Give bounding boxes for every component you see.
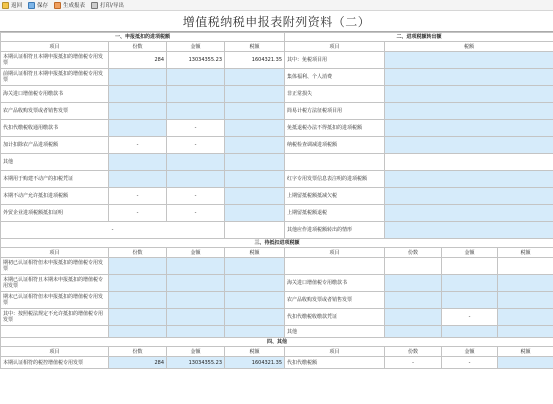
col-amount-2: 金额 xyxy=(442,248,498,258)
amount-input[interactable] xyxy=(167,326,225,338)
row-label: 海关进口增值税专用缴款书 xyxy=(1,86,109,103)
count-input[interactable] xyxy=(109,86,167,103)
tax-input[interactable] xyxy=(225,258,285,275)
count-input[interactable]: 284 xyxy=(109,357,167,369)
count-input[interactable] xyxy=(385,275,442,292)
row-label: 其他 xyxy=(285,326,385,338)
tax-input[interactable] xyxy=(225,326,285,338)
empty-cell xyxy=(442,258,498,275)
count-input[interactable] xyxy=(109,69,167,86)
tax-input[interactable] xyxy=(225,205,285,222)
tax-input[interactable]: 1604321.35 xyxy=(225,357,285,369)
tax-input[interactable] xyxy=(225,69,285,86)
row-label: 其中：免税项目用 xyxy=(285,52,385,69)
tax-input[interactable] xyxy=(225,86,285,103)
count-input[interactable] xyxy=(109,292,167,309)
page-title: 增值税纳税申报表附列资料（二） xyxy=(0,11,553,32)
amount-input[interactable] xyxy=(167,103,225,120)
row-label: 本期认证相符的税控增值税专用发票 xyxy=(1,357,109,369)
row-label: 上期留抵税额抵减欠税 xyxy=(285,188,385,205)
count-input[interactable] xyxy=(385,309,442,326)
col-count: 份数 xyxy=(109,42,167,52)
row-label xyxy=(285,258,385,275)
amount-cell: - xyxy=(167,137,225,154)
save-icon xyxy=(28,2,35,9)
count-cell: 284 xyxy=(109,52,167,69)
col-count-2: 份数 xyxy=(385,248,442,258)
tax-input[interactable] xyxy=(225,188,285,205)
back-button[interactable]: 返回 xyxy=(2,1,22,9)
tax-input[interactable] xyxy=(225,309,285,326)
tax-input[interactable] xyxy=(385,171,553,188)
save-button[interactable]: 保存 xyxy=(28,1,48,9)
row-label: 代扣代缴税收缴款凭证 xyxy=(285,309,385,326)
row-label xyxy=(285,154,385,171)
row-label: 其他 xyxy=(1,154,109,171)
row-label: 本期认证相符且本期申报抵扣的增值税专用发票 xyxy=(1,52,109,69)
section-1-header: 一、申报抵扣的进项税额 xyxy=(1,33,285,42)
row-label: 其他应作进项税额转出的情形 xyxy=(285,222,385,239)
row-label: 其中：按照税法规定不允许抵扣的增值税专用发票 xyxy=(1,309,109,326)
count-input[interactable] xyxy=(109,171,167,188)
count-input[interactable] xyxy=(109,258,167,275)
amount-input[interactable] xyxy=(167,258,225,275)
row-label: 农产品收购发票或者销售发票 xyxy=(285,292,385,309)
toolbar xyxy=(0,0,553,11)
tax-input[interactable] xyxy=(385,120,553,137)
tax-input[interactable] xyxy=(385,103,553,120)
row-label: 上期留抵税额退税 xyxy=(285,205,385,222)
tax-input[interactable] xyxy=(498,309,553,326)
row-label: 纳税检查调减进项税额 xyxy=(285,137,385,154)
row-label: 前期认证相符且本期申报抵扣的增值税专用发票 xyxy=(1,69,109,86)
amount-input[interactable] xyxy=(442,292,498,309)
col-tax: 税额 xyxy=(225,42,285,52)
row-label: 红字专用发票信息表注明的进项税额 xyxy=(285,171,385,188)
col-tax-2: 税额 xyxy=(385,42,553,52)
tax-input[interactable] xyxy=(385,205,553,222)
print-icon xyxy=(91,2,98,9)
tax-input[interactable] xyxy=(385,137,553,154)
col-tax: 税额 xyxy=(225,347,285,357)
amount-input[interactable] xyxy=(167,154,225,171)
col-tax-2: 税额 xyxy=(498,347,553,357)
row-label: 外贸企业进项税额抵扣证明 xyxy=(1,205,109,222)
amount-input[interactable] xyxy=(167,309,225,326)
print-export-button[interactable]: 打印/导出 xyxy=(91,1,124,9)
amount-input[interactable] xyxy=(442,326,498,338)
amount-input[interactable] xyxy=(167,86,225,103)
form-table xyxy=(0,32,553,369)
count-input[interactable] xyxy=(109,309,167,326)
count-cell: - xyxy=(109,137,167,154)
count-input[interactable] xyxy=(109,326,167,338)
empty-cell xyxy=(385,154,553,171)
tax-input[interactable] xyxy=(385,188,553,205)
tax-input[interactable] xyxy=(385,222,553,239)
row-label: 期初已认证相符但未申报抵扣的增值税专用发票 xyxy=(1,258,109,275)
tax-input[interactable] xyxy=(225,120,285,137)
count-input[interactable] xyxy=(109,103,167,120)
row-label: 代扣代缴税收通用缴款书 xyxy=(1,120,109,137)
section-4-header: 四、其他 xyxy=(1,338,553,347)
row-label: 非正常损失 xyxy=(285,86,385,103)
count-cell: - xyxy=(109,188,167,205)
col-amount: 金额 xyxy=(167,248,225,258)
tax-input[interactable] xyxy=(225,154,285,171)
amount-cell: 13034355.23 xyxy=(167,52,225,69)
row-label: 简易计税方法征税项目用 xyxy=(285,103,385,120)
col-count: 份数 xyxy=(109,248,167,258)
col-amount-2: 金额 xyxy=(442,347,498,357)
row-label: 代扣代缴税额 xyxy=(285,357,385,369)
section-3-header: 三、待抵扣进项税额 xyxy=(1,239,553,248)
col-item: 项目 xyxy=(1,248,109,258)
col-item: 项目 xyxy=(1,347,109,357)
tax-input[interactable] xyxy=(225,137,285,154)
amount-cell: - xyxy=(442,309,498,326)
tax-input[interactable] xyxy=(385,69,553,86)
tax-input[interactable] xyxy=(225,275,285,292)
amount-input[interactable] xyxy=(167,292,225,309)
col-count-2: 份数 xyxy=(385,347,442,357)
row-label: 本期用于购建不动产的扣税凭证 xyxy=(1,171,109,188)
empty-cell xyxy=(385,258,442,275)
row-label: 集体福利、个人消费 xyxy=(285,69,385,86)
col-amount: 金额 xyxy=(167,347,225,357)
row-label: 本期不动产允许抵扣进项税额 xyxy=(1,188,109,205)
tax-input[interactable] xyxy=(498,292,553,309)
tax-input[interactable] xyxy=(498,275,553,292)
tax-input[interactable] xyxy=(385,52,553,69)
amount-cell: - xyxy=(442,357,498,369)
tax-input[interactable] xyxy=(498,357,553,369)
col-item-2: 项目 xyxy=(285,347,385,357)
row-label: 免抵退税办法不得抵扣的进项税额 xyxy=(285,120,385,137)
col-item: 项目 xyxy=(1,42,109,52)
col-item-2: 项目 xyxy=(285,248,385,258)
col-count: 份数 xyxy=(109,347,167,357)
count-input[interactable] xyxy=(109,275,167,292)
amount-cell: - xyxy=(167,188,225,205)
tax-input[interactable] xyxy=(385,86,553,103)
row-label: 本期已认证相符且本期未申报抵扣的增值税专用发票 xyxy=(1,275,109,292)
tax-input[interactable] xyxy=(498,326,553,338)
row-label: 加计扣除农产品进项税额 xyxy=(1,137,109,154)
row-label xyxy=(1,326,109,338)
amount-input[interactable] xyxy=(167,275,225,292)
row-label: 农产品收购发票或者销售发票 xyxy=(1,103,109,120)
amount-cell: - xyxy=(167,205,225,222)
generate-report-button[interactable]: 生成报表 xyxy=(54,1,85,9)
amount-input[interactable] xyxy=(442,275,498,292)
count-input[interactable] xyxy=(385,326,442,338)
count-input[interactable] xyxy=(109,120,167,137)
count-input[interactable] xyxy=(385,292,442,309)
amount-input[interactable]: 13034355.23 xyxy=(167,357,225,369)
col-item-2: 项目 xyxy=(285,42,385,52)
total-cell xyxy=(225,222,285,239)
tax-input[interactable] xyxy=(225,103,285,120)
tax-cell: 1604321.35 xyxy=(225,52,285,69)
col-tax: 税额 xyxy=(225,248,285,258)
count-input[interactable] xyxy=(109,154,167,171)
tax-input[interactable] xyxy=(225,171,285,188)
total-label: - xyxy=(1,222,225,239)
col-amount: 金额 xyxy=(167,42,225,52)
amount-input[interactable] xyxy=(167,69,225,86)
report-icon xyxy=(54,2,61,9)
amount-input[interactable] xyxy=(167,171,225,188)
empty-cell xyxy=(498,258,553,275)
section-2-header: 二、进项税额转出额 xyxy=(285,33,553,42)
row-label: 期末已认证相符但未申报抵扣的增值税专用发票 xyxy=(1,292,109,309)
back-icon xyxy=(2,2,9,9)
count-cell: - xyxy=(385,357,442,369)
row-label: 海关进口增值税专用缴款书 xyxy=(285,275,385,292)
tax-input[interactable] xyxy=(225,292,285,309)
count-cell: - xyxy=(109,205,167,222)
amount-cell: - xyxy=(167,120,225,137)
col-tax-2: 税额 xyxy=(498,248,553,258)
